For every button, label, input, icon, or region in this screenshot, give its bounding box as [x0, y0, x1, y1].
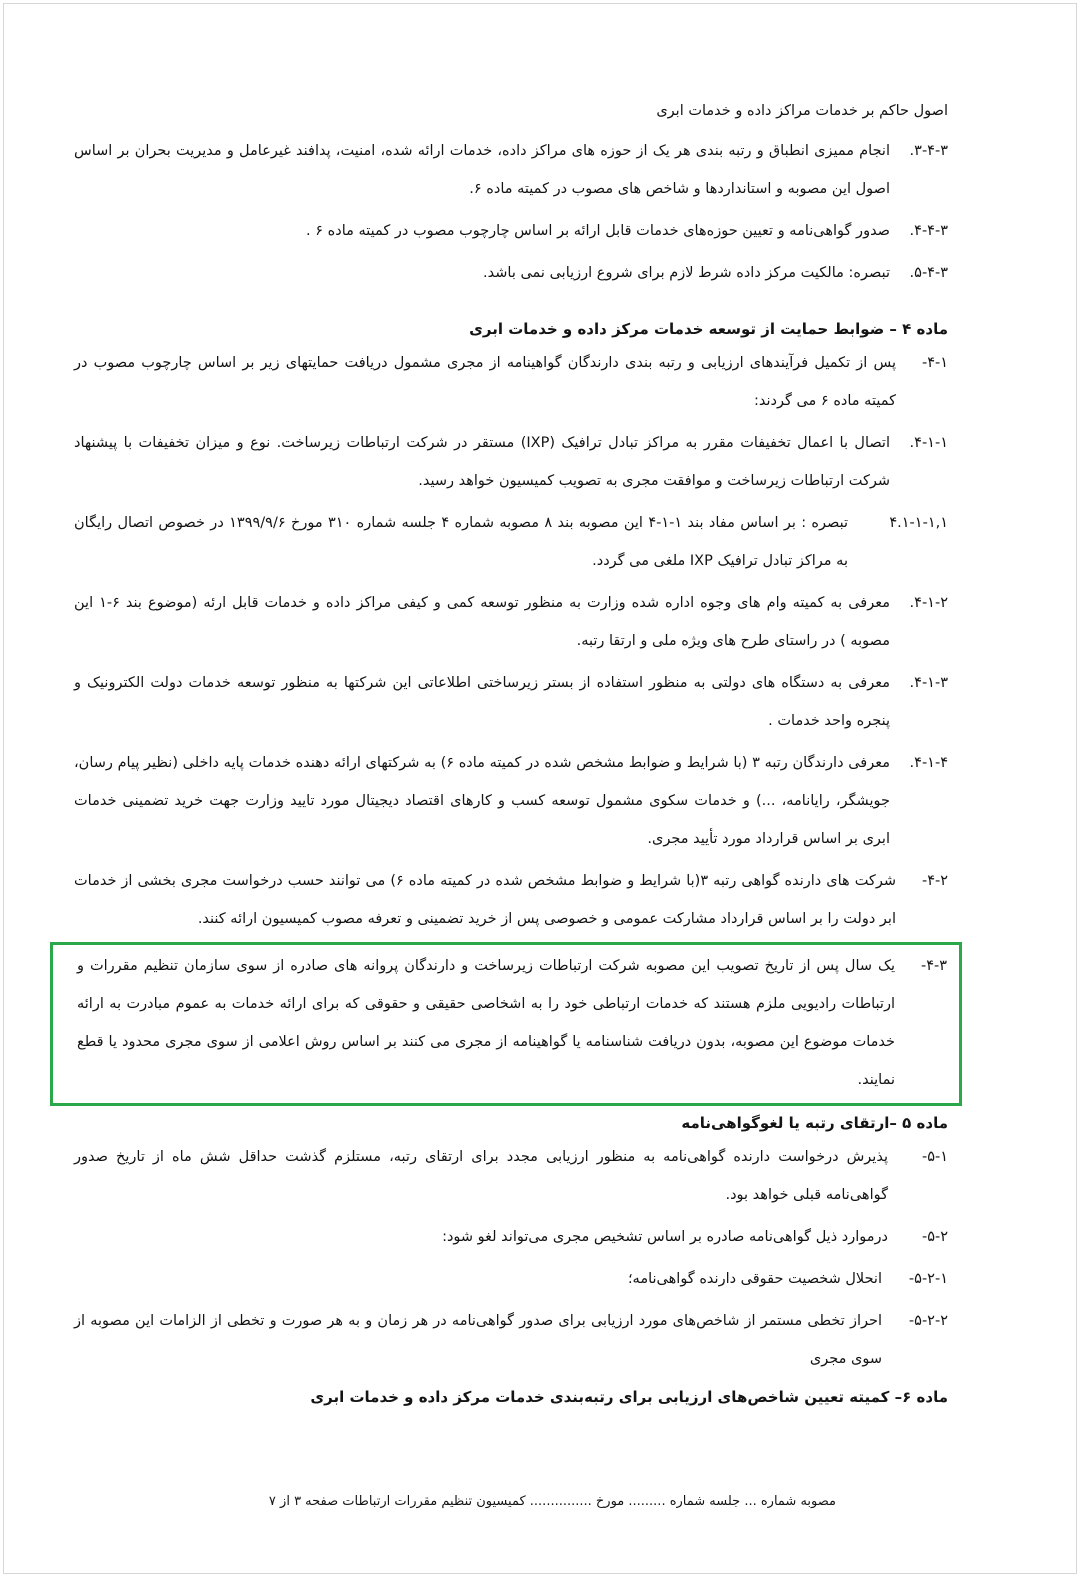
clause-4-1-1	[74, 424, 948, 500]
clause-number: ۴-۱-۳.	[909, 675, 948, 691]
clause-number: ۴-۱-۲.	[909, 595, 948, 611]
clause-text: انجام ممیزی انطباق و رتبه بندی هر یک از حوزه های مراکز داده، خدمات ارائه شده، امنیت، پدافند غیرعامل و مدیریت بحران بر اساس اصول این مصوبه و استانداردها و شاخص های مصوب در کمیته ماده ۶.	[74, 143, 890, 197]
clause-text: احراز تخطی مستمر از شاخص‌های مورد ارزیابی برای صدور گواهی‌نامه در هر زمان و به هر صورت و تخطی از الزامات این مصوبه از سوی مجری	[74, 1313, 882, 1367]
clause-5-2	[74, 1218, 948, 1256]
clause-text: معرفی دارندگان رتبه ۳ (با شرایط و ضوابط مشخص شده در کمیته ماده ۶) به شرکتهای ارائه دهنده خدمات پایه داخلی (نظیر پیام رسان، جویشگر، رایانامه، ...) و خدمات سکوی مشمول توسعه کسب و کارهای اقتصاد دیجیتال مورد تایید وزارت جهت خرید تضمینی خدمات ابری بر اساس قرارداد مورد تأیید مجری.	[74, 755, 890, 847]
clause-4-1-1-1	[74, 504, 948, 580]
clause-text: پس از تکمیل فرآیندهای ارزیابی و رتبه بندی دارندگان گواهینامه از مجری مشمول دریافت حمایتهای زیر بر اساس چارچوب مصوب در کمیته ماده ۶ می گردند:	[74, 355, 896, 409]
clause-text: اتصال با اعمال تخفیفات مقرر به مراکز تبادل ترافیک (IXP) مستقر در شرکت ارتباطات زیرساخت. نوع و میزان تخفیفات با پیشنهاد شرکت ارتباطات زیرساخت و موافقت مجری به تصویب کمیسیون خواهد رسید.	[74, 435, 890, 489]
clause-5-2-2	[74, 1302, 948, 1378]
clause-number: ۴.۱-۱-۱,۱	[889, 515, 948, 531]
clause-text: پذیرش درخواست دارنده گواهی‌نامه به منظور ارزیابی مجدد برای ارتقای رتبه، مستلزم گذشت حداقل شش ماه از تاریخ صدور گواهی‌نامه قبلی خواهد بود.	[74, 1149, 888, 1203]
clause-number: ۴-۴-۳.	[909, 223, 948, 239]
article-6-heading: ماده ۶– کمیته تعیین شاخص‌های ارزیابی برای رتبه‌بندی خدمات مرکز داده و خدمات ابری	[310, 1388, 948, 1406]
clause-4-2	[74, 862, 948, 938]
clause-text: معرفی به کمیته وام های وجوه اداره شده وزارت به منظور توسعه کمی و کیفی مراکز داده و خدمات قابل ارئه (موضوع بند ۶-۱ این مصوبه ) در راستای طرح های ویژه ملی و ارتقا رتبه.	[74, 595, 890, 649]
clause-text: صدور گواهی‌نامه و تعیین حوزه‌های خدمات قابل ارائه بر اساس چارچوب مصوب در کمیته ماده ۶ .	[306, 223, 890, 239]
clause-number: ۵-۲-۱-	[908, 1271, 948, 1287]
clause-text: معرفی به دستگاه های دولتی به منظور استفاده از بستر زیرساختی اطلاعاتی این شرکتها به منظور توسعه خدمات دولت الکترونیک و پنجره واحد خدمات .	[74, 675, 890, 729]
clause-5-2-1	[74, 1260, 948, 1298]
article-4-heading: ماده ۴ – ضوابط حمایت از توسعه خدمات مرکز داده و خدمات ابری	[469, 320, 948, 338]
clause-number: ۴-۳-	[920, 958, 947, 974]
clause-text: درموارد ذیل گواهی‌نامه صادره بر اساس تشخیص مجری می‌تواند لغو شود:	[442, 1229, 888, 1245]
clause-number: ۴-۱-	[921, 355, 948, 371]
clause-3-4-4	[74, 212, 948, 250]
clause-number: ۵-۱-	[921, 1149, 948, 1165]
clause-4-1-4	[74, 744, 948, 858]
clause-number: ۵-۲-	[921, 1229, 948, 1245]
page-footer: مصوبه شماره ... جلسه شماره ......... مورخ ............... کمیسیون تنظیم مقررات ارتباطات صفحه ۳ از ۷	[268, 1494, 836, 1509]
clause-3-4-3	[74, 132, 948, 208]
clause-number: ۴-۱-۱.	[909, 435, 948, 451]
clause-text: تبصره: مالکیت مرکز داده شرط لازم برای شروع ارزیابی نمی باشد.	[483, 265, 890, 281]
clause-number: ۵-۴-۳.	[909, 265, 948, 281]
document-page	[3, 3, 1077, 1574]
clause-text: یک سال پس از تاریخ تصویب این مصوبه شرکت ارتباطات زیرساخت و دارندگان پروانه های صادره از سوی سازمان تنظیم مقررات و ارتباطات رادیویی ملزم هستند که خدمات ارتباطی خود را به اشخاصی حقیقی و حقوقی که برای ارائه خدمات به عموم مبادرت به ارائه خدمات موضوع این مصوبه، بدون دریافت شناسنامه یا گواهینامه از مجری می کنند بر اساس روش اعلامی از سوی مجری محدود یا قطع نمایند.	[77, 958, 895, 1088]
clause-5-1	[74, 1138, 948, 1214]
clause-text: شرکت های دارنده گواهی رتبه ۳(با شرایط و ضوابط مشخص شده در کمیته ماده ۶) می توانند حسب درخواست مجری بخشی از خدمات ابر دولت را بر اساس قرارداد مشارکت عمومی و خصوصی پس از خرید تضمینی و تعرفه مصوب کمیسیون ارائه کنند.	[74, 873, 896, 927]
document-content	[74, 100, 948, 1412]
clause-number: ۳-۴-۳.	[909, 143, 948, 159]
article-5-heading: ماده ۵ –ارتقای رتبه یا لغوگواهی‌نامه	[681, 1114, 948, 1132]
page-header: اصول حاکم بر خدمات مراکز داده و خدمات ابری	[656, 103, 948, 119]
clause-number: ۴-۲-	[921, 873, 948, 889]
clause-number: ۵-۲-۲-	[908, 1313, 948, 1329]
clause-text: تبصره : بر اساس مفاد بند ۱-۱-۴ این مصوبه بند ۸ مصوبه شماره ۴ جلسه شماره ۳۱۰ مورخ ۱۳۹۹/۹/۶ در خصوص اتصال رایگان به مراکز تبادل ترافیک IXP ملغی می گردد.	[74, 515, 849, 569]
clause-number: ۴-۱-۴.	[909, 755, 948, 771]
clause-4-1-2	[74, 584, 948, 660]
clause-text: انحلال شخصیت حقوقی دارنده گواهی‌نامه؛	[627, 1271, 882, 1287]
clause-4-1	[74, 344, 948, 420]
clause-3-4-5	[74, 254, 948, 292]
clause-4-3-highlighted	[50, 942, 962, 1106]
clause-4-1-3	[74, 664, 948, 740]
